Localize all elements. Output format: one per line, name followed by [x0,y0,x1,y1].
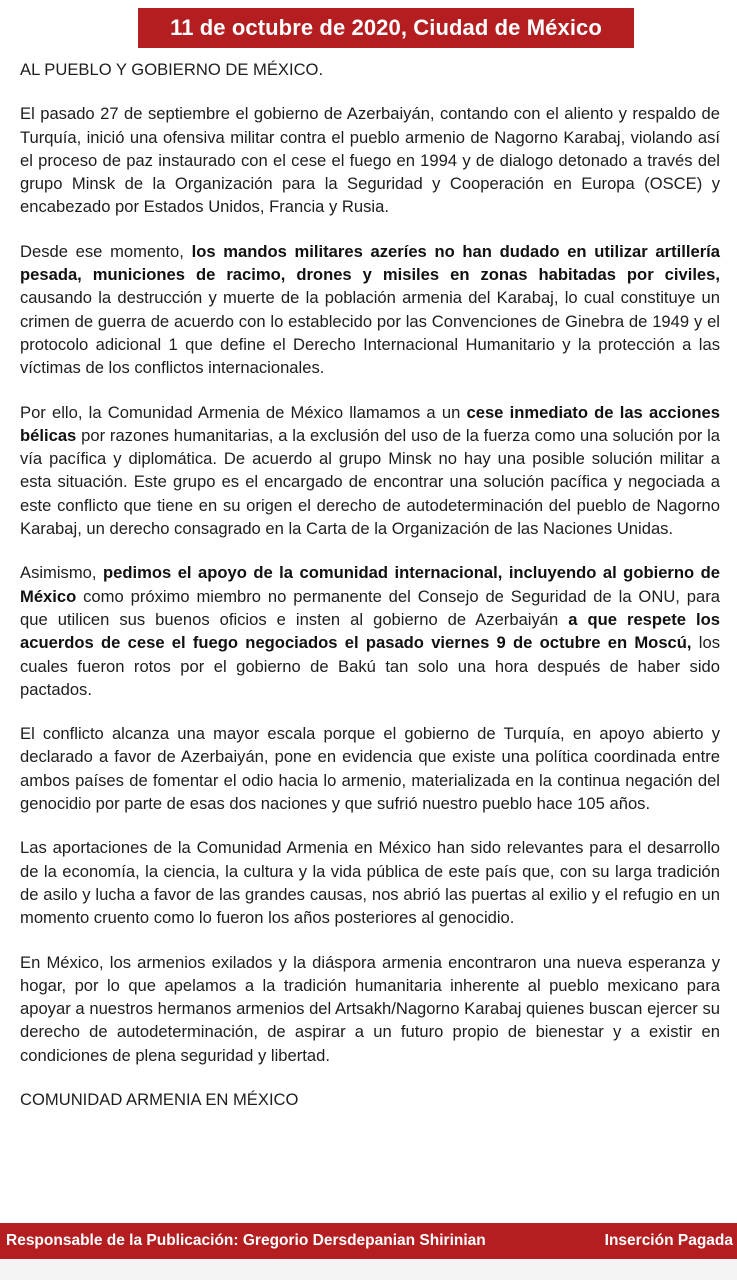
paid-insertion-label: Inserción Pagada [604,1232,733,1249]
date-header-band [138,8,634,48]
salutation: AL PUEBLO Y GOBIERNO DE MÉXICO. [20,60,324,79]
paragraph-text: los cuales fueron rotos por el gobierno de Bakú tan solo una hora después de haber sido pactados. [20,633,720,699]
paragraph-text: Las aportaciones de la Comunidad Armenia en México han sido relevantes para el desarrollo de la economía, la ciencia, la cultura y la vida pública de este país que, con su larga tradición de asilo y lucha a favor de las grandes causas, nos abrió las puertas al exilio y el refugio en un momento cruento como lo fueron los años posteriores al genocidio. [20,838,720,928]
paragraph-text: por razones humanitarias, a la exclusión del uso de la fuerza como una solución por la vía pacífica y diplomática. De acuerdo al grupo Minsk no hay una posible solución militar a esta situación. Este grupo es el encargado de encontrar una solución pacífica y negociada a este conflicto que tiene en su origen el derecho de autodeterminación del pueblo de Nagorno Karabaj, un derecho consagrado en la Carta de la Organización de las Naciones Unidas. [20,425,720,539]
emphasized-text: a que respete los acuerdos de cese el fuego negociados el pasado viernes 9 de octubre en Moscú, [20,609,720,653]
emphasized-text: los mandos militares azeríes no han dudado en utilizar artillería pesada, municiones de racimo, drones y misiles en zonas habitadas por civiles, [20,241,720,285]
signature: COMUNIDAD ARMENIA EN MÉXICO [20,1089,299,1109]
body-paragraph-1 [20,102,720,218]
emphasized-text: pedimos el apoyo de la comunidad internacional, incluyendo al gobierno de México [20,563,720,606]
paragraph-text: como próximo miembro no permanente del Consejo de Seguridad de la ONU, para que utilicen sus buenos oficios e insten al gobierno de Azerbaiyán [20,586,720,629]
body-paragraph-7 [20,951,720,1067]
footer-band [0,1223,737,1259]
paragraph-text: Por ello, la Comunidad Armenia de México llamamos a un [20,402,467,422]
paragraph-text: En México, los armenios exilados y la diáspora armenia encontraron una nueva esperanza y hogar, por lo que apelamos a la tradición humanitaria inherente al pueblo mexicano para apoyar a nuestros hermanos armenios del Artsakh/Nagorno Karabaj quienes buscan ejercer su derecho de autodeterminación, de aspirar a un futuro propio de bienestar y a existir en condiciones de plena seguridad y libertad. [20,952,720,1065]
publication-responsible: Responsable de la Publicación: Gregorio Dersdepanian Shirinian [6,1232,486,1249]
paragraph-text: causando la destrucción y muerte de la población armenia del Karabaj, lo cual constituye un crimen de guerra de acuerdo con lo establecido por las Convenciones de Ginebra de 1949 y el protocolo adicional 1 que define el Derecho Internacional Humanitario y la protección a las víctimas de los conflictos internacionales. [20,288,720,378]
emphasized-text: cese inmediato de las acciones bélicas [20,402,720,445]
paragraph-text: El conflicto alcanza una mayor escala porque el gobierno de Turquía, en apoyo abierto y declarado a favor de Azerbaiyán, pone en evidencia que existe una política coordinada entre ambos países de fomentar el odio hacia lo armenio, materializada en la continua negación del genocidio por parte de esas dos naciones y que sufrió nuestro pueblo hace 105 años. [20,724,720,814]
letter-body [20,58,720,1132]
paragraph-text: Desde ese momento, [20,241,192,261]
paragraphs-container [20,102,720,1067]
body-paragraph-6 [20,836,720,929]
body-paragraph-5 [20,722,720,815]
body-paragraph-2 [20,240,720,380]
bottom-strip [0,1259,737,1280]
body-paragraph-3 [20,401,720,541]
paragraph-text: El pasado 27 de septiembre el gobierno de Azerbaiyán, contando con el aliento y respaldo de Turquía, inició una ofensiva militar contra el pueblo armenio de Nagorno Karabaj, violando así el proceso de paz instaurado con el cese el fuego en 1994 y de dialogo detonado a través del grupo Minsk de la Organización para la Seguridad y Cooperación en Europa (OSCE) y encabezado por Estados Unidos, Francia y Rusia. [20,104,720,217]
date-line: 11 de octubre de 2020, Ciudad de México [170,15,602,40]
paragraph-text: Asimismo, [20,563,103,583]
body-paragraph-4 [20,561,720,701]
